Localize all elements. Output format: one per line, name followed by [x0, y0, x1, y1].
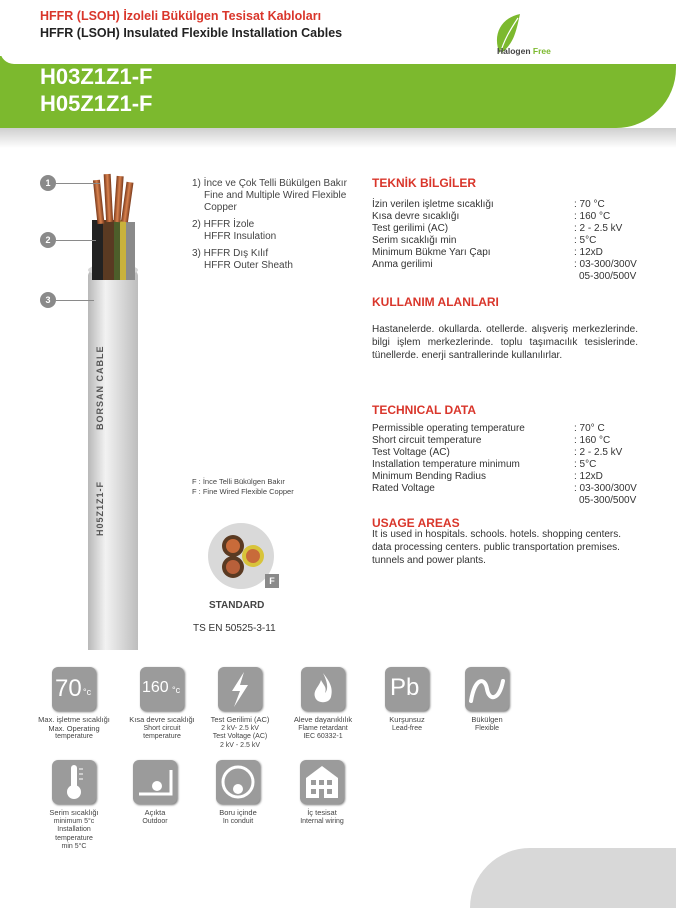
icon-unit-70: °c — [83, 687, 92, 697]
caption-line: Test Voltage (AC) — [212, 733, 268, 740]
caption-line: temperature — [55, 733, 93, 740]
part-3-tr: 3) HFFR Dış Kılıf — [192, 248, 269, 259]
icon-outdoor — [133, 760, 177, 804]
icon-glyph-pb: Pb — [390, 674, 420, 701]
lead-free-icon — [385, 667, 429, 711]
caption-thermometer — [34, 809, 114, 852]
technical-table — [372, 423, 662, 507]
spec-label: Rated Voltage — [372, 483, 435, 494]
banner-shadow — [0, 128, 676, 148]
spec-label: Anma gerilimi — [372, 259, 433, 270]
spec-value: : 03-300/300V — [574, 483, 637, 494]
caption-outdoor — [115, 809, 195, 826]
caption-line: Aleve dayanıklılık — [293, 715, 353, 724]
spec-label: Test gerilimi (AC) — [372, 223, 449, 234]
flexible-icon — [465, 667, 509, 711]
caption-line: minimum 5°c — [53, 817, 95, 825]
teknik-row — [372, 247, 662, 259]
logo-word-halogen: Halogen — [497, 46, 531, 56]
caption-line: İç tesisat — [307, 808, 337, 817]
caption-line: Installation — [57, 826, 91, 833]
caption-line: IEC 60332-1 — [303, 733, 343, 740]
icon-unit-160: °c — [172, 685, 181, 695]
icon-short-circuit — [140, 667, 184, 711]
spec-value: : 2 - 2.5 kV — [574, 223, 623, 234]
caption-lead-free — [367, 716, 447, 733]
technical-row — [372, 483, 662, 495]
caption-line: Max. Operating — [48, 723, 100, 733]
caption-line: 2 kV - 2.5 kV — [219, 741, 261, 749]
caption-flame — [283, 716, 363, 742]
caption-line: Test Gerilimi (AC) — [210, 715, 270, 724]
logo-word-free: Free — [532, 46, 551, 56]
spec-value: : 2 - 2.5 kV — [574, 447, 623, 458]
caption-line: Outdoor — [142, 817, 168, 825]
teknik-row — [372, 259, 662, 271]
part-item-3 — [192, 248, 347, 272]
spec-label: Installation temperature minimum — [372, 459, 520, 470]
caption-temperature-70 — [34, 716, 114, 742]
title-turkish: HFFR (LSOH) İzoleli Bükülgen Tesisat Kabloları — [40, 9, 322, 23]
icon-test-voltage — [218, 667, 262, 711]
icon-glyph-70: 70 — [55, 675, 82, 702]
caption-line: Kurşunsuz — [389, 715, 425, 724]
technical-row — [372, 495, 662, 507]
caption-conduit — [198, 809, 278, 826]
spec-value: : 160 °C — [574, 435, 611, 446]
caption-line: Bükülgen — [471, 715, 503, 724]
spec-label: İzin verilen işletme sıcaklığı — [372, 199, 494, 210]
spec-label: Short circuit temperature — [372, 435, 482, 446]
caption-line: Boru içinde — [219, 808, 257, 817]
cable-drawing — [40, 170, 190, 650]
flame-icon — [301, 667, 345, 711]
part-2-tr: 2) HFFR İzole — [192, 219, 255, 230]
spec-value: : 12xD — [574, 247, 603, 258]
part-1-tr: 1) İnce ve Çok Telli Bükülgen Bakır — [192, 178, 347, 189]
teknik-row — [372, 271, 662, 283]
footer-decoration — [470, 848, 676, 908]
kullanim-text: Hastanelerde. okullarda. otellerde. alışveriş merkezlerinde. bilgi işlem merkezlerinde. toplu taşımacılık tesislerinde. tünellerde. enerji santrallerinde kullanılırlar. — [372, 324, 638, 361]
outdoor-icon — [133, 760, 177, 804]
usage-text: It is used in hospitals. schools. hotels. shopping centers. data processing centers. public transportation premises. tunnels and power plants. — [372, 529, 622, 566]
part-1-en2: Copper — [204, 202, 237, 213]
teknik-row — [372, 235, 662, 247]
spec-value: : 160 °C — [574, 211, 611, 222]
model-name-2: H05Z1Z1-F — [40, 91, 153, 116]
spec-value: : 5°C — [574, 459, 597, 470]
icon-flame — [301, 667, 345, 711]
spec-value: : 70 °C — [574, 199, 605, 210]
usage-heading: USAGE AREAS — [372, 516, 460, 530]
caption-line: In conduit — [222, 817, 254, 825]
spec-label: Serim sıcaklığı min — [372, 235, 457, 246]
part-item-2 — [192, 219, 347, 243]
part-marker-3: 3 — [40, 292, 56, 308]
spec-value: 05-300/500V — [579, 495, 637, 506]
part-2-en: HFFR Insulation — [204, 231, 277, 242]
caption-line: min 5°C — [61, 843, 87, 850]
cross-section-image — [203, 520, 283, 592]
short-circuit-160-icon — [140, 667, 184, 711]
spec-value: : 12xD — [574, 471, 603, 482]
spec-label: Test Voltage (AC) — [372, 447, 450, 458]
building-icon — [300, 760, 344, 804]
standard-code: TS EN 50525-3-11 — [193, 623, 276, 634]
kullanim-heading: KULLANIM ALANLARI — [372, 295, 499, 309]
technical-row — [372, 435, 662, 447]
caption-line: Max. işletme sıcaklığı — [38, 715, 110, 724]
technical-row — [372, 459, 662, 471]
temperature-70-icon — [52, 667, 96, 711]
icon-glyph-160: 160 — [142, 679, 169, 696]
footnote-tr: F : İnce Telli Bükülgen Bakır — [192, 477, 285, 486]
cable-illustration — [40, 170, 190, 650]
halogen-free-text — [497, 46, 551, 56]
caption-test-voltage — [200, 716, 280, 750]
caption-short-circuit — [122, 716, 202, 742]
technical-row — [372, 423, 662, 435]
teknik-row — [372, 199, 662, 211]
caption-line: 2 kV- 2.5 kV — [221, 724, 259, 732]
icon-building — [300, 760, 344, 804]
teknik-row — [372, 223, 662, 235]
part-leader-1 — [56, 183, 100, 184]
teknik-row — [372, 211, 662, 223]
caption-line: Internal wiring — [300, 817, 344, 825]
part-leader-3 — [56, 300, 94, 301]
part-leader-2 — [56, 240, 96, 241]
spec-value: : 5°C — [574, 235, 597, 246]
caption-line: Kısa devre sıcaklığı — [129, 715, 195, 724]
part-marker-2: 2 — [40, 232, 56, 248]
teknik-heading: TEKNİK BİLGİLER — [372, 176, 476, 190]
part-1-en: Fine and Multiple Wired Flexible — [204, 190, 347, 201]
part-marker-1: 1 — [40, 175, 56, 191]
caption-line: Flame retardant — [298, 724, 348, 732]
icon-lead-free — [385, 667, 429, 711]
lightning-icon — [218, 667, 262, 711]
parts-list — [192, 178, 347, 277]
caption-line: temperature — [143, 733, 181, 740]
caption-line: temperature — [55, 834, 93, 842]
part-item-1 — [192, 178, 347, 214]
technical-row — [372, 447, 662, 459]
caption-line: Açıkta — [144, 808, 166, 817]
caption-line: Lead-free — [392, 724, 422, 732]
teknik-table — [372, 199, 662, 283]
icon-conduit — [216, 760, 260, 804]
spec-label: Minimum Bükme Yarı Çapı — [372, 247, 491, 258]
cable-print-brand: BORSAN CABLE — [95, 345, 105, 430]
technical-row — [372, 471, 662, 483]
cable-print-model: H05Z1Z1-F — [95, 480, 105, 536]
conduit-icon — [216, 760, 260, 804]
thermometer-icon — [52, 760, 96, 804]
footnote-en: F : Fine Wired Flexible Copper — [192, 487, 294, 496]
spec-label: Kısa devre sıcaklığı — [372, 211, 460, 222]
caption-line: Flexible — [474, 724, 500, 732]
title-english: HFFR (LSOH) Insulated Flexible Installation Cables — [40, 26, 343, 40]
standard-label: STANDARD — [209, 600, 265, 611]
icon-thermometer — [52, 760, 96, 804]
model-name-1: H03Z1Z1-F — [40, 64, 153, 89]
technical-heading: TECHNICAL DATA — [372, 403, 476, 417]
spec-value: 05-300/500V — [579, 271, 637, 282]
icon-temperature-70 — [52, 667, 96, 711]
caption-flexible — [447, 716, 527, 733]
part-3-en: HFFR Outer Sheath — [204, 260, 293, 271]
spec-value: : 03-300/300V — [574, 259, 637, 270]
caption-building — [282, 809, 362, 826]
caption-line: Short circuit — [143, 724, 181, 732]
icon-flexible — [465, 667, 509, 711]
caption-line: Serim sıcaklığı — [49, 808, 99, 817]
spec-value: : 70° C — [574, 423, 605, 434]
cross-section-badge: F — [265, 574, 279, 588]
spec-label: Permissible operating temperature — [372, 423, 525, 434]
spec-label: Minimum Bending Radius — [372, 471, 486, 482]
